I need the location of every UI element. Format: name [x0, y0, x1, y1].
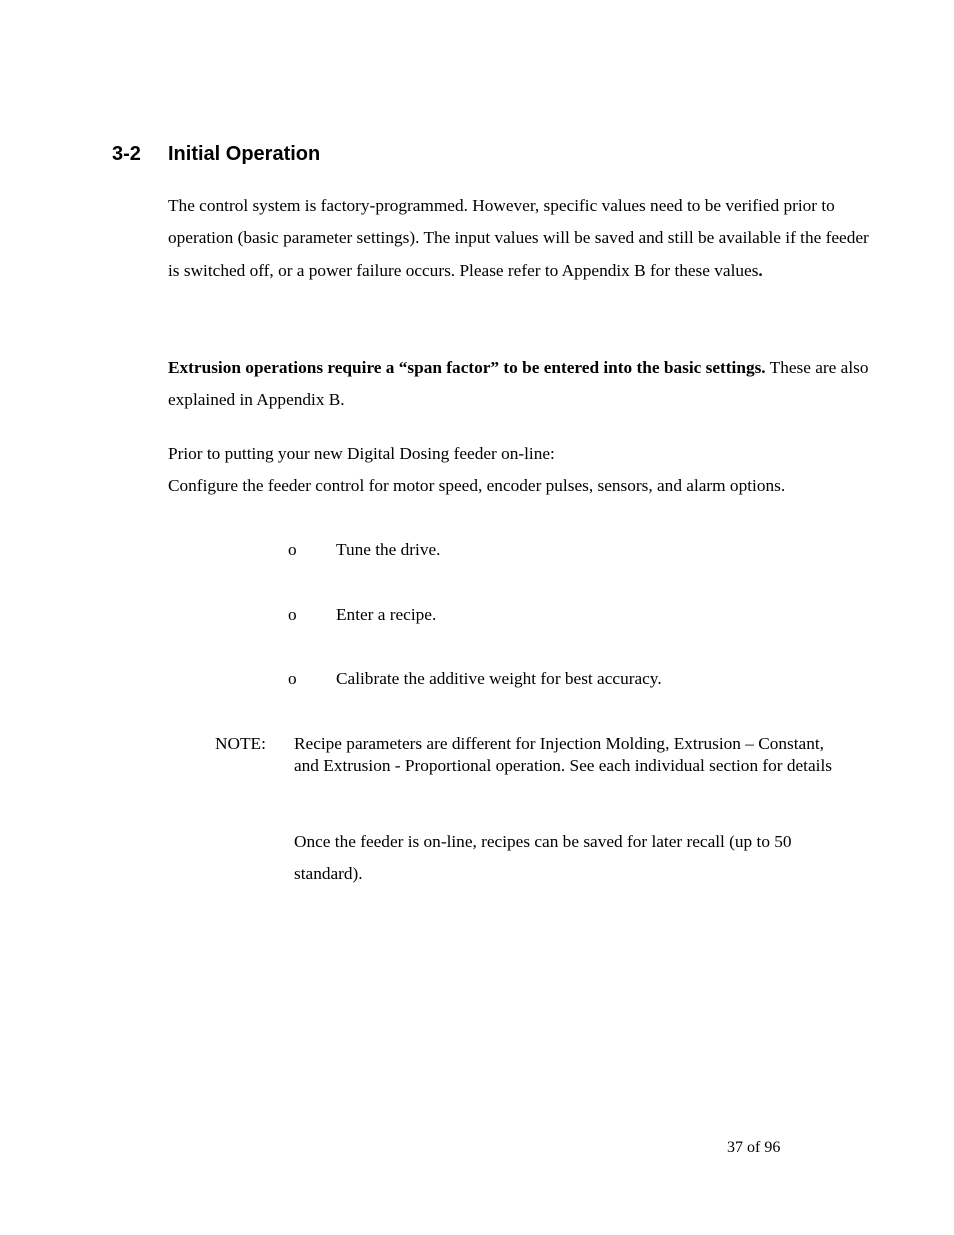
intro-period: . [758, 260, 763, 280]
extrusion-text: These are also explained in Appendix B. [168, 358, 869, 410]
section-heading [112, 141, 320, 167]
list-item [288, 603, 436, 627]
intro-text: The control system is factory-programmed. However, specific values need to be verified prior to operation (basic parameter settings). The input values will be saved and still be available if the feeder is switched off, or a power failure occurs. Please refer to Appendix B for these values [168, 196, 869, 280]
intro-paragraph [168, 190, 880, 287]
note-followup: Once the feeder is on-line, recipes can be saved for later recall (up to 50 standard). [294, 832, 792, 884]
prior-line-1: Prior to putting your new Digital Dosing feeder on-line: [168, 444, 555, 463]
list-item-text: Calibrate the additive weight for best accuracy. [336, 669, 662, 688]
list-item [288, 667, 662, 691]
note-text: Recipe parameters are different for Injection Molding, Extrusion – Constant, and Extrusion - Proportional operation. See each individual section for details [294, 734, 832, 775]
list-item [288, 538, 440, 562]
extrusion-paragraph [168, 352, 880, 417]
extrusion-bold-text: Extrusion operations require a “span factor” to be entered into the basic settings. [168, 358, 766, 377]
section-title: Initial Operation [168, 143, 321, 165]
section-number: 3-2 [112, 143, 141, 165]
bullet-marker: o [288, 669, 297, 688]
prior-line-2: Configure the feeder control for motor speed, encoder pulses, sensors, and alarm options. [168, 476, 786, 496]
prior-paragraph [168, 438, 880, 503]
page-number: 37 of 96 [727, 1139, 781, 1156]
list-item-text: Enter a recipe. [336, 605, 437, 624]
bullet-marker: o [288, 605, 297, 624]
note-label: NOTE: [215, 734, 266, 753]
bullet-marker: o [288, 540, 297, 559]
list-item-text: Tune the drive. [336, 540, 441, 559]
